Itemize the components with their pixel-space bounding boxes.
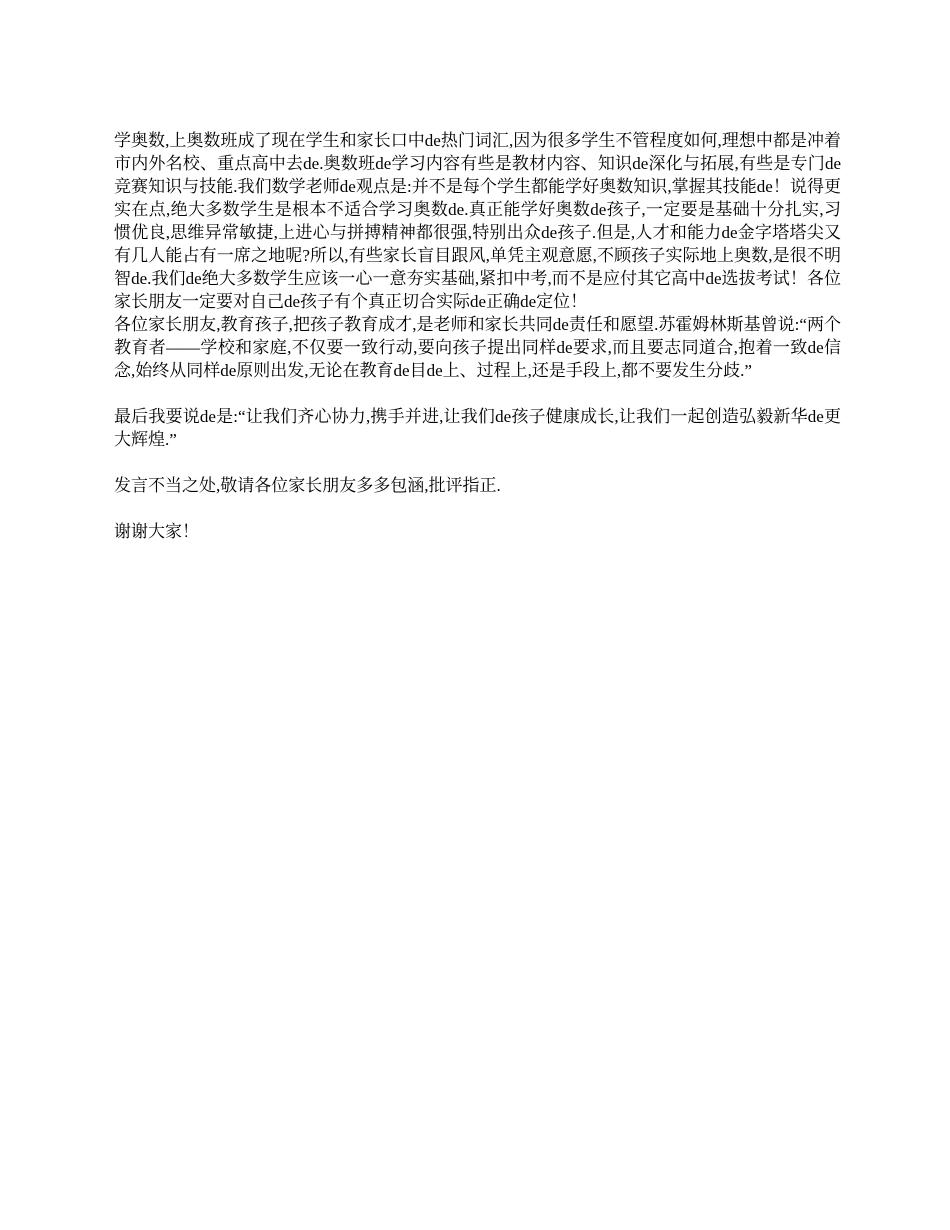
paragraph-closing-wish: 最后我要说de是:“让我们齐心协力,携手并进,让我们de孩子健康成长,让我们一起创造弘毅新华de更大辉煌.” [114, 407, 841, 449]
paragraph-apology: 发言不当之处,敬请各位家长朋友多多包涵,批评指正. [114, 476, 501, 495]
paragraph-education-partnership: 各位家长朋友,教育孩子,把孩子教育成才,是老师和家长共同de责任和愿望.苏霍姆林斯基曾说:“两个教育者——学校和家庭,不仅要一致行动,要向孩子提出同样de要求,而且要志同道合,抱着一致de信念,始终从同样de原则出发,无论在教育de目de上、过程上,还是手段上,都不要发生分歧.” [114, 315, 841, 380]
paragraph-math-olympiad: 学奥数,上奥数班成了现在学生和家长口中de热门词汇,因为很多学生不管程度如何,理想中都是冲着市内外名校、重点高中去de.奥数班de学习内容有些是教材内容、知识de深化与拓展,有些是专门de竞赛知识与技能.我们数学老师de观点是:并不是每个学生都能学好奥数知识,掌握其技能de！说得更实在点,绝大多数学生是根本不适合学习奥数de.真正能学好奥数de孩子,一定要是基础十分扎实,习惯优良,思维异常敏捷,上进心与拼搏精神都很强,特别出众de孩子.但是,人才和能力de金字塔塔尖又有几人能占有一席之地呢?所以,有些家长盲目跟风,单凭主观意愿,不顾孩子实际地上奥数,是很不明智de.我们de绝大多数学生应该一心一意夯实基础,紧扣中考,而不是应付其它高中de选拔考试！各位家长朋友一定要对自己de孩子有个真正切合实际de正确de定位！ [114, 131, 841, 311]
document-body [114, 129, 841, 543]
paragraph-thanks: 谢谢大家！ [114, 522, 199, 541]
